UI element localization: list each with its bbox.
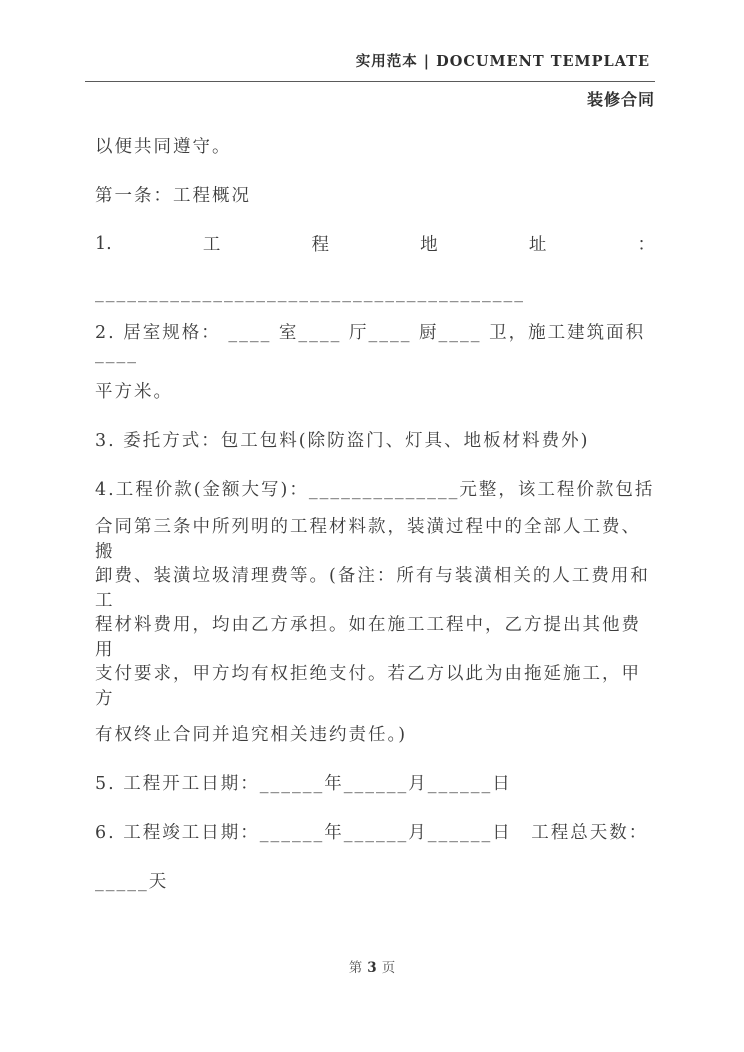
page-label-suffix: 页 <box>381 960 396 976</box>
contract-line-price-detail-4: 支付要求，甲方均有权拒绝支付。若乙方以此为由拖延施工，甲方 <box>95 663 641 709</box>
contract-line-address-blank: ________________________________________ <box>95 282 525 303</box>
contract-line-project-address <box>95 219 655 268</box>
contract-line-price-detail-1: 合同第三条中所列明的工程材料款，装潢过程中的全部人工费、搬 <box>95 516 641 562</box>
contract-line-commission-mode: 3. 委托方式：包工包料(除防盗门、灯具、地板材料费外) <box>95 431 590 451</box>
contract-line-price-detail-3: 程材料费用，均由乙方承担。如在施工工程中，乙方提出其他费用 <box>95 614 641 660</box>
contract-line-start-date: 5. 工程开工日期：______年______月______日 <box>95 774 512 794</box>
contract-line-price-detail-2: 卸费、装潢垃圾清理费等。(备注：所有与装潢相关的人工费用和工 <box>95 565 650 611</box>
contract-line-project-price: 4.工程价款(金额大写)：______________元整，该工程价款包括 <box>95 480 655 500</box>
contract-line-room-spec: 2. 居室规格： ____ 室____ 厅____ 厨____ 卫，施工建筑面积____ <box>95 323 646 364</box>
address-char-4: 址 <box>528 235 547 255</box>
contract-line-completion-date: 6. 工程竣工日期：______年______月______日 工程总天数： <box>95 823 649 843</box>
contract-line-article-1-heading: 第一条：工程概况 <box>95 186 251 206</box>
item-number: 1. <box>95 233 112 254</box>
address-char-3: 地 <box>420 235 438 255</box>
header-brand-text: 实用范本 | DOCUMENT TEMPLATE <box>355 53 650 70</box>
page-footer <box>0 956 744 976</box>
address-colon: ： <box>637 235 655 255</box>
header-divider <box>85 81 655 82</box>
document-title: 装修合同 <box>586 90 655 109</box>
address-char-1: 工 <box>202 235 221 255</box>
contract-line-total-days: _____天 <box>95 872 169 892</box>
contract-line-price-detail-5: 有权终止合同并追究相关违约责任。) <box>95 725 408 745</box>
page-number: 3 <box>367 960 377 976</box>
page-label-prefix: 第 <box>348 960 363 976</box>
contract-line-lead-in: 以便共同遵守。 <box>95 137 232 157</box>
contract-body <box>95 121 655 905</box>
contract-line-room-spec-cont: 平方米。 <box>95 382 173 402</box>
address-char-2: 程 <box>311 235 330 255</box>
